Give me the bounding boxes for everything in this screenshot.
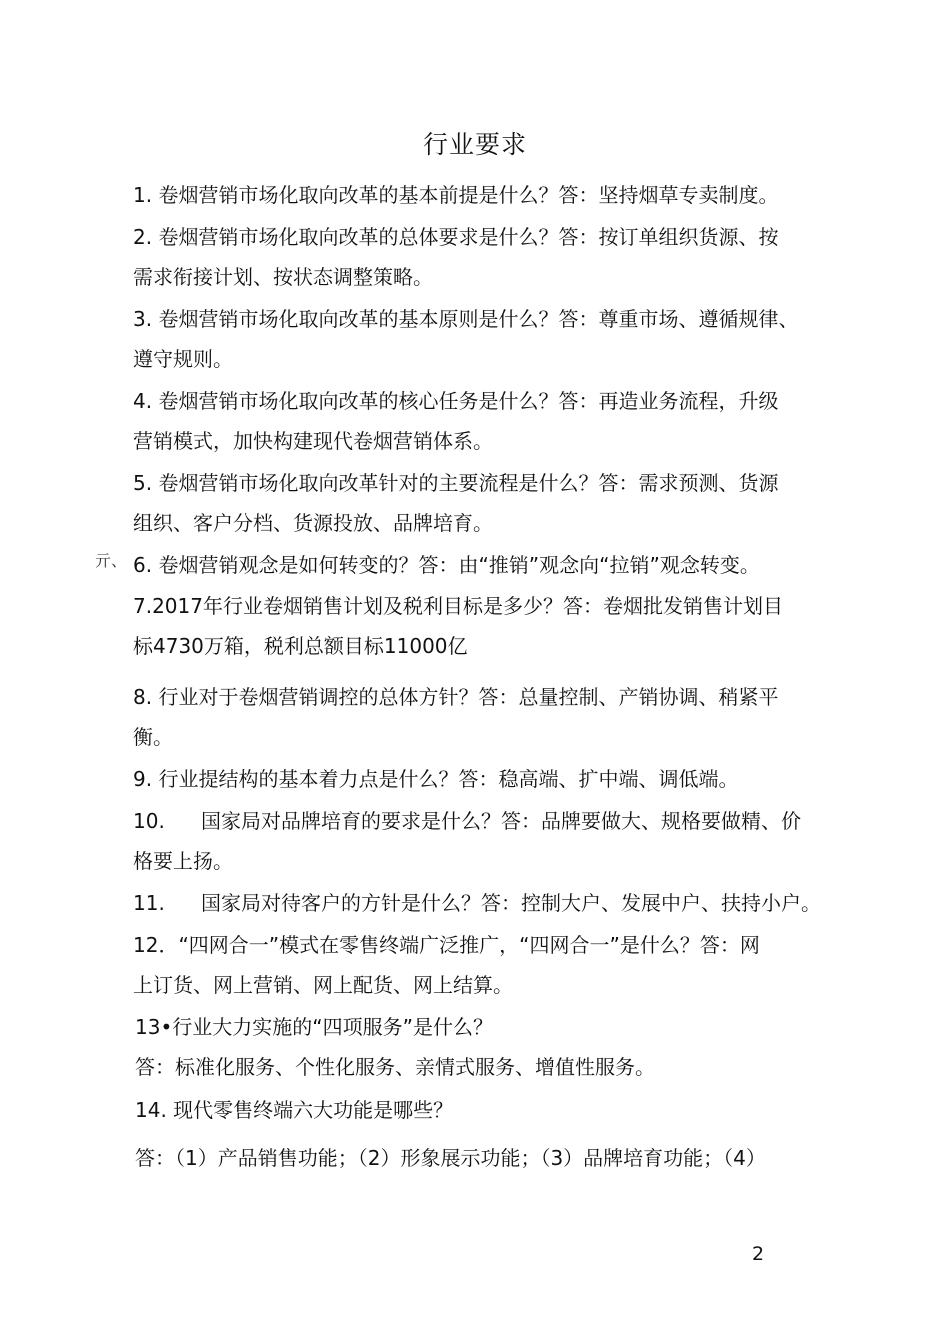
question-2: 2. 卷烟营销市场化取向改革的总体要求是什么？答：按订单组织货源、按 <box>133 225 779 249</box>
margin-annotation: 亓、 <box>95 551 128 570</box>
question-1: 1. 卷烟营销市场化取向改革的基本前提是什么？答：坚持烟草专卖制度。 <box>133 183 779 207</box>
question-11 <box>133 890 821 916</box>
question-5-cont: 组织、客户分档、货源投放、品牌培育。 <box>133 511 493 535</box>
question-4: 4. 卷烟营销市场化取向改革的核心任务是什么？答：再造业务流程，升级 <box>133 389 779 413</box>
question-6: 6. 卷烟营销观念是如何转变的？答：由“推销”观念向“拉销”观念转变。 <box>133 553 760 577</box>
question-3-cont: 遵守规则。 <box>133 347 233 371</box>
question-7: 7.2017年行业卷烟销售计划及税利目标是多少？答：卷烟批发销售计划目 <box>133 594 783 618</box>
page-number: 2 <box>752 1243 765 1265</box>
question-5: 5. 卷烟营销市场化取向改革针对的主要流程是什么？答：需求预测、货源 <box>133 471 779 495</box>
page-title: 行业要求 <box>422 130 527 159</box>
question-8: 8. 行业对于卷烟营销调控的总体方针？答：总量控制、产销协调、稍紧平 <box>133 685 779 709</box>
question-10-number: 10. <box>133 809 165 833</box>
answer-13: 答：标准化服务、个性化服务、亲情式服务、增值性服务。 <box>135 1055 655 1079</box>
question-11-text: 国家局对待客户的方针是什么？答：控制大户、发展中户、扶持小户。 <box>201 891 821 915</box>
question-4-cont: 营销模式，加快构建现代卷烟营销体系。 <box>133 429 493 453</box>
question-2-cont: 需求衔接计划、按状态调整策略。 <box>133 265 433 289</box>
question-7-cont: 标4730万箱，税利总额目标11000亿 <box>133 634 468 658</box>
question-12-cont: 上订货、网上营销、网上配货、网上结算。 <box>133 973 513 997</box>
question-3: 3. 卷烟营销市场化取向改革的基本原则是什么？答：尊重市场、遵循规律、 <box>133 307 799 331</box>
question-10-text: 国家局对品牌培育的要求是什么？答：品牌要做大、规格要做精、价 <box>201 809 801 833</box>
question-9: 9. 行业提结构的基本着力点是什么？答：稳高端、扩中端、调低端。 <box>133 767 739 791</box>
question-14: 14. 现代零售终端六大功能是哪些？ <box>135 1098 454 1122</box>
question-13: 13•行业大力实施的“四项服务”是什么？ <box>135 1015 493 1039</box>
question-12: 12．“四网合一”模式在零售终端广泛推广，“四网合一”是什么？答：网 <box>133 933 760 957</box>
question-11-number: 11. <box>133 891 165 915</box>
answer-14: 答：（1）产品销售功能；（2）形象展示功能；（3）品牌培育功能；（4） <box>135 1146 766 1170</box>
question-10 <box>133 808 801 834</box>
question-10-cont: 格要上扬。 <box>133 849 233 873</box>
question-8-cont: 衡。 <box>133 725 173 749</box>
